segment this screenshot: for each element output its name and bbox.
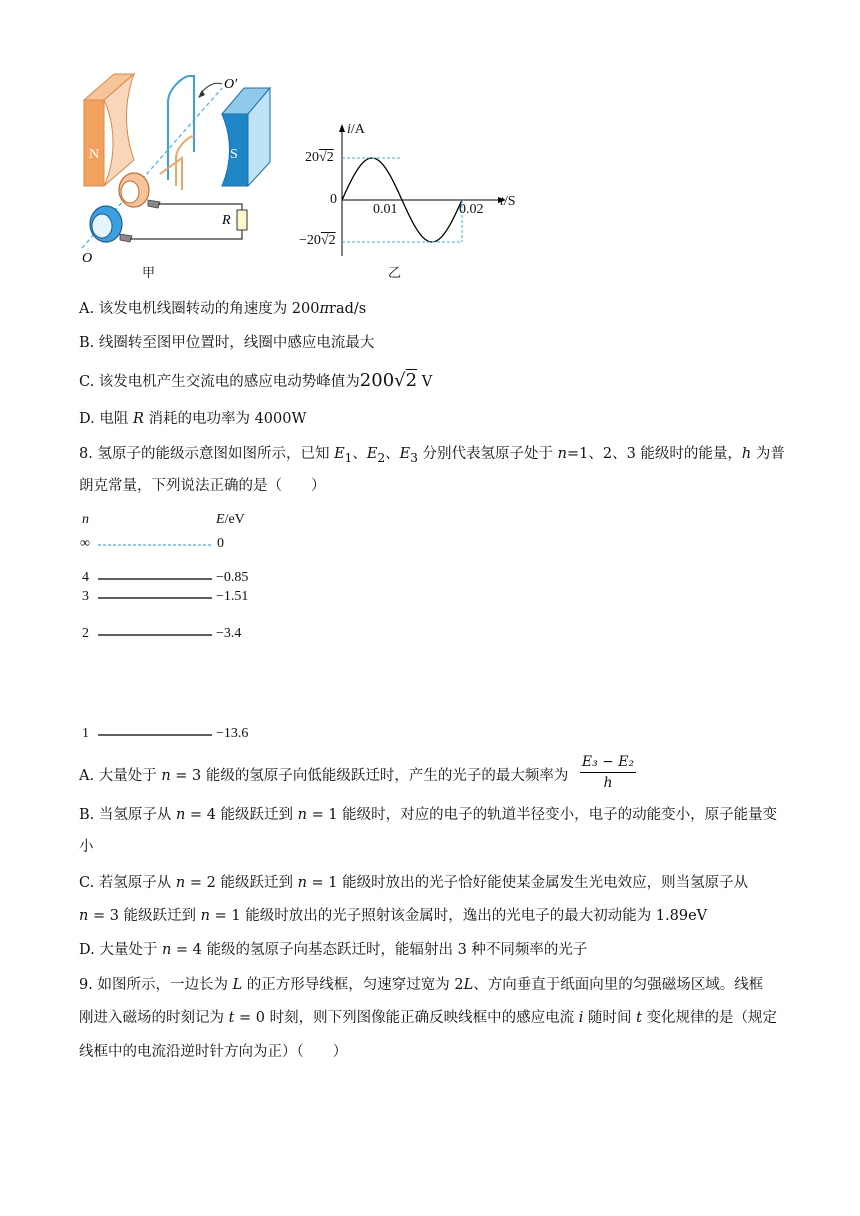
q8-option-b-line2: 小 <box>79 839 94 855</box>
q8-stem-line1: 8. 氢原子的能级示意图如图所示，已知 $E_1$、$E_2$、$E_3$ 分别代表氢原子处于 n=1、2、3 能级时的能量，h 为普 <box>79 446 785 465</box>
level-n-4: 4 <box>82 570 89 585</box>
q8-option-a-fraction: E₃ − E₂ h <box>581 754 635 791</box>
q8-option-a: A. 大量处于 n = 3 能级的氢原子向低能级跃迁时，产生的光子的最大频率为 <box>79 768 569 784</box>
y-tick-top: 20√2 <box>305 150 334 165</box>
figure-caption-yi: 乙 <box>388 265 402 280</box>
axis-label-o: O <box>82 251 93 266</box>
level-e-2: −3.4 <box>216 626 242 641</box>
generator-figure <box>72 62 292 272</box>
q8-option-d: D. 大量处于 n = 4 能级的氢原子向基态跃迁时，能辐射出 3 种不同频率的光子 <box>79 942 588 958</box>
south-magnet <box>222 88 270 186</box>
q7-option-b: B. 线圈转至图甲位置时，线圈中感应电流最大 <box>79 335 375 351</box>
q9-stem-line2: 刚进入磁场的时刻记为 t = 0 时刻，则下列图像能正确反映线框中的感应电流 i 随时间 t 变化规律的是（规定 <box>79 1010 778 1026</box>
axis-label-oprime: O′ <box>224 77 238 92</box>
north-label: N <box>89 147 100 162</box>
q7-option-a: A. 该发电机线圈转动的角速度为 200πrad/s <box>79 301 367 317</box>
resistor-label: R <box>222 213 231 228</box>
level-e-inf: 0 <box>217 536 224 551</box>
level-e-header: E/eV <box>216 512 245 527</box>
brush-bottom <box>120 234 132 242</box>
level-n-3: 3 <box>82 589 89 604</box>
south-label: S <box>230 147 238 162</box>
x-axis-label: t/S <box>500 194 516 209</box>
y-tick-zero: 0 <box>330 192 337 207</box>
level-n-header: n <box>82 512 89 527</box>
x-tick-002: 0.02 <box>459 202 484 217</box>
q8-option-c-line1: C. 若氢原子从 n = 2 能级跃迁到 n = 1 能级时放出的光子恰好能使某金属发生光电效应，则当氢原子从 <box>79 875 749 891</box>
q9-stem-line1: 9. 如图所示，一边长为 L 的正方形导线框，匀速穿过宽为 2L、方向垂直于纸面向里的匀强磁场区域。线框 <box>79 977 764 993</box>
q8-stem-line2: 朗克常量，下列说法正确的是（ ） <box>79 478 326 494</box>
q8-option-b-line1: B. 当氢原子从 n = 4 能级跃迁到 n = 1 能级时，对应的电子的轨道半径变小，电子的动能变小，原子能量变 <box>79 807 778 823</box>
y-axis-label: i/A <box>347 122 365 137</box>
figure-caption-jia: 甲 <box>142 265 156 280</box>
energy-level-diagram <box>90 536 220 746</box>
north-magnet <box>84 74 134 186</box>
level-e-3: −1.51 <box>216 589 249 604</box>
q7-option-c: C. 该发电机产生交流电的感应电动势峰值为200√2 V <box>79 370 433 391</box>
resistor <box>237 210 247 230</box>
level-e-1: −13.6 <box>216 726 249 741</box>
q7-option-d: D. 电阻 R 消耗的电功率为 4000W <box>79 411 307 427</box>
level-n-1: 1 <box>82 726 89 741</box>
level-n-2: 2 <box>82 626 89 641</box>
y-tick-bottom: −20√2 <box>299 233 336 248</box>
level-e-4: −0.85 <box>216 570 249 585</box>
x-tick-001: 0.01 <box>373 202 398 217</box>
q9-stem-line3: 线框中的电流沿逆时针方向为正）（ ） <box>79 1044 348 1060</box>
level-n-inf: ∞ <box>80 536 90 551</box>
q8-option-c-line2: n = 3 能级跃迁到 n = 1 能级时放出的光子照射该金属时，逸出的光电子的最大初动能为 1.89eV <box>79 908 708 924</box>
